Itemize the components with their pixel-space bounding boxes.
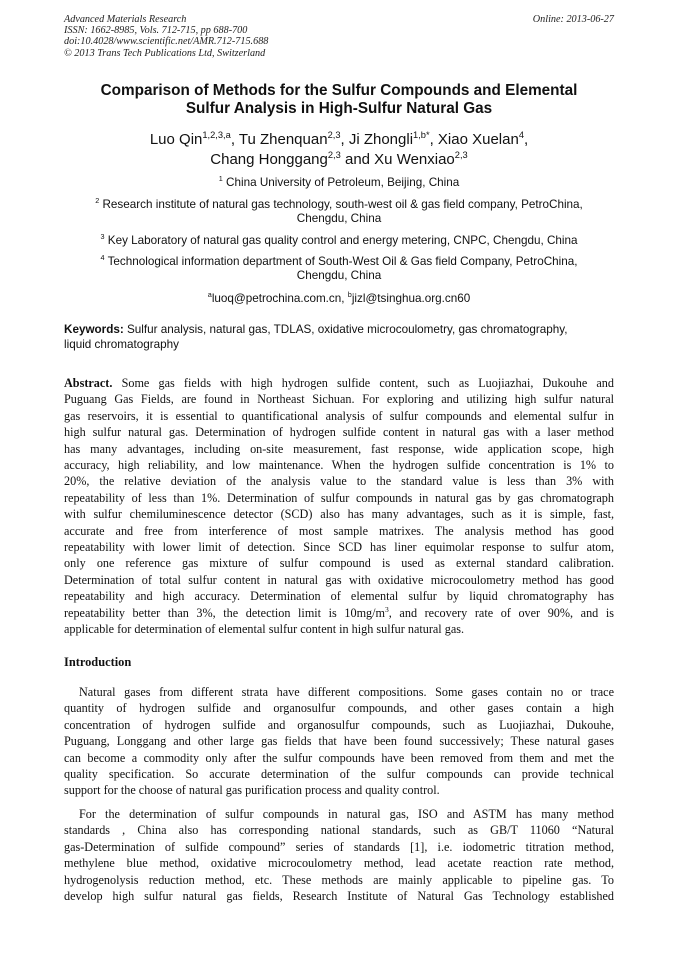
copyright-line: © 2013 Trans Tech Publications Ltd, Switzerland — [64, 47, 266, 59]
abstract-line: has many advantages, including on-site measurement, fast response, wide application scope, high — [64, 441, 614, 456]
author-name: Luo Qin — [149, 131, 203, 148]
author-affil-sup: 2,3 — [454, 150, 468, 160]
abstract-paragraph — [64, 375, 614, 638]
email-line — [64, 292, 614, 306]
abstract-line — [64, 605, 614, 621]
abstract-text: repeatability better than 3%, the detection limit is 10mg/m — [64, 605, 386, 620]
journal-name: Advanced Materials Research — [64, 14, 187, 25]
abstract-line: repeatability of less than 1%. Determination of sulfur compounds in natural gas by gas chromatograph — [64, 490, 614, 505]
author-name: , Xiao Xuelan — [429, 131, 519, 148]
intro-line: quantity of hydrogen sulfide and organosulfur compounds, and other gases contain a high — [64, 701, 614, 716]
intro-line: concentration of hydrogen sulfide and organosulfur compounds, such as Luojiazhai, Dukouhe, — [64, 717, 614, 732]
affiliation-text: Research institute of natural gas technology, south-west oil & gas field company, PetroChina, — [99, 198, 583, 211]
unit-superscript: 3 — [385, 604, 389, 614]
author-separator: , — [524, 131, 529, 148]
email-marker: b — [347, 290, 352, 300]
authors-line-1 — [64, 130, 614, 150]
abstract-text: Some gas fields with high hydrogen sulfide content, such as Luojiazhai, Dukouhe and — [112, 376, 614, 390]
author-list — [64, 130, 614, 170]
author-affil-sup: 1,b* — [413, 130, 430, 140]
abstract-line: applicable for determination of elemental sulfur content in high sulfur natural gas. — [64, 622, 465, 637]
abstract-line: gas reservoirs, it is essential to quantificational analysis of sulfur compounds and elemental sulfur in — [64, 408, 614, 423]
affiliation-4 — [64, 255, 614, 283]
author-name: Chang Honggang — [210, 151, 328, 168]
author-affil-sup: 2,3 — [327, 150, 341, 160]
abstract-line: repeatability with lower limit of detection. Since SCD has liner equimolar response to sulfur atom, — [64, 540, 614, 555]
author-affil-sup: 4 — [518, 130, 524, 140]
intro-line: quality specification. So accurate determination of the sulfur compounds can provide technical — [64, 767, 614, 782]
abstract-line: high sulfur natural gas. Determination of hydrogen sulfide content in natural gas with a laser method — [64, 425, 614, 440]
intro-line: develop high sulfur natural gas fields, Research Institute of Natural Gas Technology established — [64, 889, 614, 904]
intro-paragraph-1 — [64, 684, 614, 799]
online-date: Online: 2013-06-27 — [532, 14, 614, 25]
intro-line: Natural gases from different strata have different compositions. Some gases contain no or trace — [79, 685, 614, 699]
intro-line: support for the choose of natural gas purification process and quality control. — [64, 783, 440, 798]
abstract-line: only one reference gas mixture of sulfur compound is used as external standard calibration. — [64, 556, 614, 571]
keywords-text: liquid chromatography — [64, 337, 179, 351]
affiliation-1 — [64, 176, 614, 190]
email-marker: a — [207, 290, 212, 300]
affiliation-2 — [64, 198, 614, 226]
journal-header — [64, 14, 268, 59]
abstract-line: with sulfur chemiluminescence detector (SCD) also has many advantages, such as it is simple, fast, — [64, 507, 614, 522]
intro-line: For the determination of sulfur compounds in natural gas, ISO and ASTM has many method — [79, 807, 614, 821]
author-affil-sup: 2,3 — [327, 130, 341, 140]
keywords-text: Sulfur analysis, natural gas, TDLAS, oxidative microcoulometry, gas chromatography, — [123, 323, 568, 336]
affiliation-text: Key Laboratory of natural gas quality control and energy metering, CNPC, Chengdu, China — [104, 234, 578, 247]
affiliation-text: China University of Petroleum, Beijing, China — [222, 176, 460, 189]
author-name: , Tu Zhenquan — [230, 131, 328, 148]
intro-line: can become a commodity only after the sulfur compounds have been removed from them and met the — [64, 750, 614, 765]
abstract-text: , and recovery rate of over 90%, and is — [388, 605, 614, 620]
affiliation-number: 4 — [100, 253, 105, 263]
intro-line: gas-Determination of sulfide compound” series of standards [1], i.e. iodometric titration method, — [64, 839, 614, 854]
abstract-line — [64, 375, 614, 391]
author-affil-sup: 1,2,3,a — [202, 130, 231, 140]
authors-line-2 — [64, 150, 614, 170]
doi-line: doi:10.4028/www.scientific.net/AMR.712-715.688 — [64, 36, 269, 48]
keywords-label: Keywords: — [64, 323, 124, 336]
intro-line: standards , China also has corresponding national standards, such as GB/T 11060 “Natural — [64, 823, 614, 838]
affiliation-text: Chengdu, China — [296, 269, 382, 282]
abstract-line: accuracy, high reliability, and low maintenance. When the hydrogen sulfide concentration is 1% to — [64, 458, 614, 473]
affiliation-text: Technological information department of South-West Oil & Gas field Company, PetroChina, — [104, 255, 578, 268]
affiliation-text: Chengdu, China — [296, 212, 382, 225]
intro-line: methylene blue method, oxidative microcoulometry method, lead acetate reaction rate method, — [64, 856, 614, 871]
intro-paragraph-2 — [64, 806, 614, 904]
intro-line: Puguang, Longgang and other large gas fields that have been found successively; These natural gases — [64, 734, 614, 749]
abstract-line: Puguang Gas Fields, are found in Northeast Sichuan. For exploring and utilizing high sulfur natural — [64, 392, 614, 407]
title-line-2: Sulfur Analysis in High-Sulfur Natural Gas — [185, 100, 493, 117]
abstract-line: Determination of total sulfur content in natural gas with oxidative microcoulometry method has good — [64, 572, 614, 587]
author-name: and Xu Wenxiao — [340, 151, 455, 168]
abstract-label: Abstract. — [64, 376, 113, 390]
paper-title — [64, 82, 614, 118]
affiliation-number: 1 — [218, 174, 223, 184]
title-line-1: Comparison of Methods for the Sulfur Compounds and Elemental — [100, 82, 578, 99]
keywords-block — [64, 323, 616, 352]
author-name: , Ji Zhongli — [340, 131, 414, 148]
email-address: luoq@petrochina.com.cn, — [211, 292, 348, 305]
email-address: jizl@tsinghua.org.cn60 — [351, 292, 471, 305]
intro-line: hydrogenolysis reduction method, etc. These methods are mainly applicable to pipeline gas. To — [64, 872, 614, 887]
abstract-line: accurate and free from interference of most sample matrixes. The analysis method has good — [64, 523, 614, 538]
abstract-line: repeatability and high accuracy. Determination of elemental sulfur by liquid chromatography has — [64, 589, 614, 604]
affiliation-3 — [64, 234, 614, 248]
section-heading: Introduction — [64, 655, 132, 669]
issn-line: ISSN: 1662-8985, Vols. 712-715, pp 688-700 — [64, 25, 248, 37]
affiliation-number: 2 — [95, 196, 100, 206]
abstract-line: 20%, the relative deviation of the analysis value to the standard value is less than 3% with — [64, 474, 614, 489]
affiliation-number: 3 — [100, 232, 105, 242]
